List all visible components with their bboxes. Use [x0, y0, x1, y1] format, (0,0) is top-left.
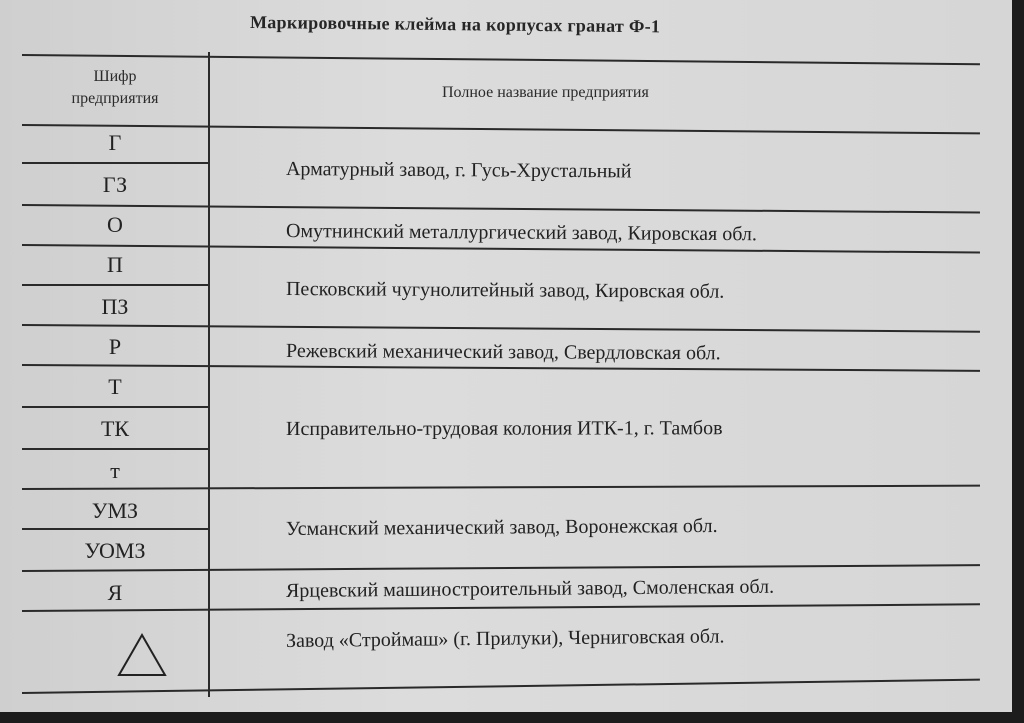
code-cell: Р	[108, 334, 122, 359]
enterprise-name: Завод «Строймаш» (г. Прилуки), Черниговская обл.	[285, 625, 725, 652]
code-cell: ГЗ	[102, 172, 128, 197]
code-cell: УОМЗ	[84, 538, 146, 563]
enterprise-name: Режевский механический завод, Свердловская обл.	[285, 340, 721, 365]
enterprise-name: Песковский чугунолитейный завод, Кировская обл.	[285, 278, 725, 303]
triangle-icon	[116, 632, 168, 678]
enterprise-name: Усманский механический завод, Воронежская обл.	[285, 514, 718, 540]
grenade-marks-table	[22, 52, 980, 697]
row-rule	[22, 406, 208, 408]
header-code-label	[22, 66, 208, 110]
row-rule	[22, 528, 208, 530]
table-title: Маркировочные клейма на корпусах гранат Ф-1	[249, 12, 661, 37]
row-rule	[22, 324, 980, 333]
code-cell: Т	[108, 374, 122, 399]
row-rule	[22, 162, 208, 164]
enterprise-name: Арматурный завод, г. Гусь-Хрустальный	[285, 158, 632, 183]
table-bottom-rule	[22, 679, 980, 694]
code-cell: ТК	[100, 416, 130, 441]
enterprise-name: Исправительно-трудовая колония ИТК-1, г. Тамбов	[285, 417, 723, 440]
row-rule	[22, 485, 980, 490]
enterprise-name: Ярцевский машиностроительный завод, Смоленская обл.	[285, 575, 775, 602]
row-rule	[22, 448, 208, 450]
header-name-label: Полное название предприятия	[442, 84, 649, 101]
column-divider	[208, 52, 210, 697]
code-cell: УМЗ	[91, 498, 139, 523]
row-rule	[22, 564, 980, 572]
code-cell: О	[107, 212, 123, 237]
row-rule	[22, 364, 980, 372]
table-top-rule	[22, 54, 980, 65]
enterprise-name: Омутнинский металлургический завод, Кировская обл.	[285, 220, 757, 246]
header-code-line2: предприятия	[71, 90, 159, 107]
header-code-line1: Шифр	[93, 68, 137, 85]
row-rule	[22, 284, 208, 286]
code-cell: Я	[107, 580, 123, 605]
code-cell: ПЗ	[101, 294, 129, 319]
code-cell: П	[107, 252, 123, 277]
code-cell: Г	[108, 130, 122, 155]
code-cell: т	[110, 458, 120, 483]
